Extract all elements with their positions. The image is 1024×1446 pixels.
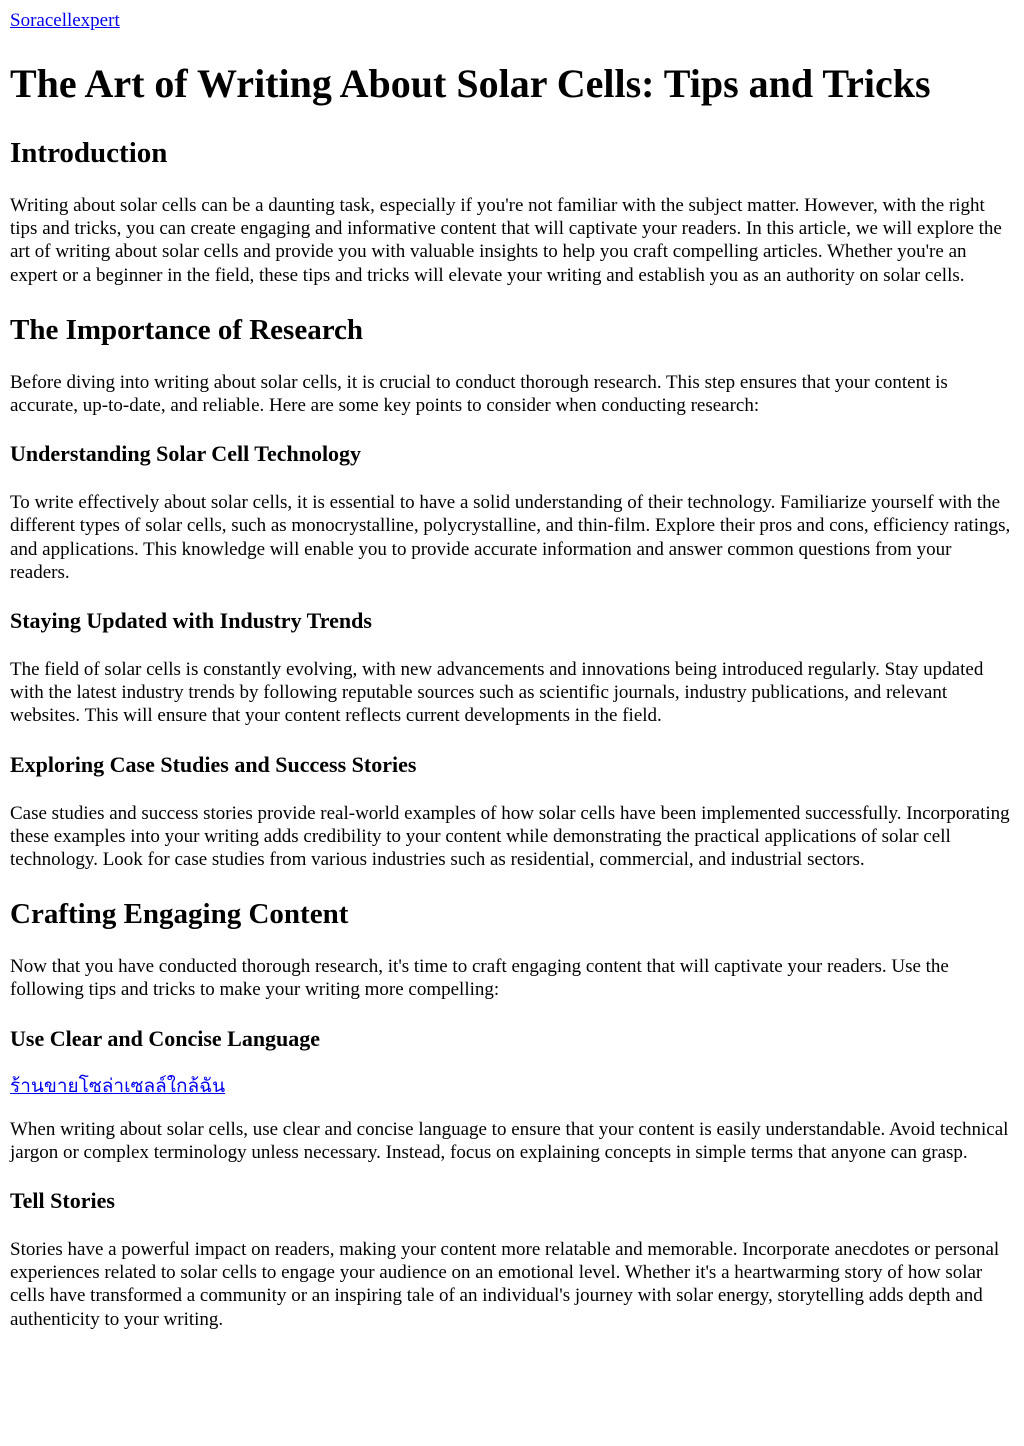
heading-industry-trends: Staying Updated with Industry Trends — [10, 608, 372, 634]
paragraph-research: Before diving into writing about solar cells, it is crucial to conduct thorough research. This step ensures that your content is accurate, up-to-date, and reliable. Here are some key points to consider when conducting research: — [10, 371, 948, 417]
paragraph-case-studies: Case studies and success stories provide real-world examples of how solar cells have been implemented successfully. Incorporating these examples into your writing adds credibility to your content while demonstrating the practical applications of solar cell technology. Look for case studies from various industries such as residential, commercial, and industrial sectors. — [10, 802, 1010, 871]
thai-shop-link[interactable]: ร้านขายโซล่าเซลล์ใกล้ฉัน — [10, 1075, 226, 1097]
paragraph-industry-trends: The field of solar cells is constantly evolving, with new advancements and innovations being introduced regularly. Stay updated with the latest industry trends by following reputable sources such as scientific journals, industry publications, and relevant websites. This will ensure that your content reflects current developments in the field. — [10, 659, 984, 727]
heading-introduction: Introduction — [10, 137, 168, 169]
paragraph-tell-stories: Stories have a powerful impact on readers, making your content more relatable and memorable. Incorporate anecdotes or personal experiences related to solar cells to engage your audience on an emotional level. Whether it's a heartwarming story of how solar cells have transformed a community or an inspiring tale of an individual's journey with solar energy, storytelling adds depth and authenticity to your writing. — [10, 1239, 1000, 1330]
heading-crafting-content: Crafting Engaging Content — [10, 898, 349, 931]
heading-solar-cell-technology: Understanding Solar Cell Technology — [10, 441, 362, 467]
heading-tell-stories: Tell Stories — [10, 1188, 115, 1214]
heading-case-studies: Exploring Case Studies and Success Stories — [10, 751, 417, 777]
paragraph-introduction: Writing about solar cells can be a daunting task, especially if you're not familiar with the subject matter. However, with the right tips and tricks, you can create engaging and informative content that will captivate your readers. In this article, we will explore the art of writing about solar cells and provide you with valuable insights to help you craft compelling articles. Whether you're an expert or a beginner in the field, these tips and tricks will elevate your writing and establish you as an authority on solar cells. — [10, 195, 1002, 286]
site-link[interactable]: Soracellexpert — [10, 10, 120, 31]
heading-clear-language: Use Clear and Concise Language — [10, 1025, 321, 1051]
heading-research: The Importance of Research — [10, 313, 364, 346]
paragraph-crafting-content: Now that you have conducted thorough research, it's time to craft engaging content that will captivate your readers. Use the following tips and tricks to make your writing more compelling: — [10, 956, 949, 1001]
paragraph-clear-language: When writing about solar cells, use clear and concise language to ensure that your content is easily understandable. Avoid technical jargon or complex terminology unless necessary. Instead, focus on explaining concepts in simple terms that anyone can grasp. — [10, 1118, 1009, 1163]
page-title: The Art of Writing About Solar Cells: Tips and Tricks — [10, 61, 931, 106]
paragraph-solar-cell-technology: To write effectively about solar cells, it is essential to have a solid understanding of their technology. Familiarize yourself with the different types of solar cells, such as monocrystalline, polycrystalline, and thin-film. Explore their pros and cons, efficiency ratings, and applications. This knowledge will enable you to provide accurate information and answer common questions from your readers. — [10, 492, 1011, 583]
